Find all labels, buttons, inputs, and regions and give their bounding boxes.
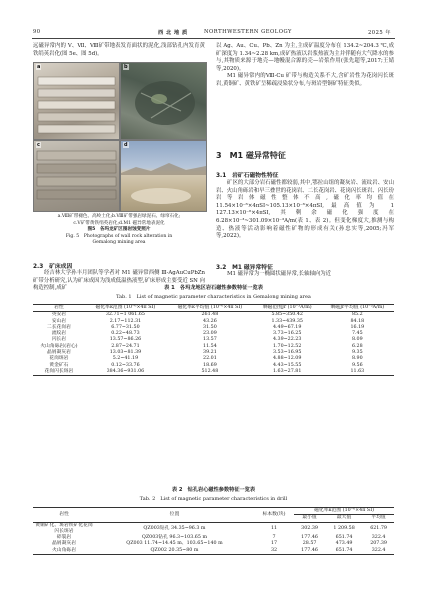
table-1-cell: 黄金矿石: [49, 362, 69, 368]
table-2-cell: QZ002 20.35~80 m: [150, 547, 199, 553]
section-3-2-heading: 3.2 M1 磁异常特征: [216, 265, 273, 271]
journal-title-cn: 西 北 地 质: [158, 30, 188, 36]
table-2-cell: QZ003 11.74~14.45 m、103.65~140 m: [126, 541, 223, 547]
figure-5-title-en-1: Fig. 5 Photographs of wall rock alteration in: [65, 233, 173, 239]
table-1-cell: 7.45: [351, 331, 363, 337]
photo-panel-b: [120, 62, 207, 140]
table-1-cell: 0.22~48.73: [111, 331, 140, 337]
table-2-header: 位置: [95, 508, 254, 523]
table-1-cell: 英安岩: [51, 312, 67, 318]
panel-label-b: b: [124, 64, 128, 70]
table-1-cell: 4.88~12.09: [272, 356, 302, 362]
table-1-cell: 二长花岗岩: [46, 324, 71, 330]
table-1-cell: 6.28: [351, 343, 363, 349]
chapter-3-heading: 3 M1 磁异常特征: [216, 151, 286, 160]
right-intro-text: 以 Ag、Au、Cu、Pb、Zn 为主,主成矿温度分布在 134.2~204.3 ℃,成矿深度为 1.34~2.28 km,成矿热液以岩浆热液为主并伴随有大气降水的参与,其物质来源于地壳—地幔混合源的壳—岩浆作用(张先超等,2017;王婧等,2020)。: [216, 43, 394, 72]
table-2-cell: QZ003钻孔 96.3~103.65 m: [141, 535, 207, 541]
table-1-cell: 花岗闪长斑岩: [44, 368, 74, 374]
table-1-cell: 3.73~16.25: [272, 331, 302, 337]
core-box-illustration: [34, 63, 119, 139]
table-2-cell: 7: [272, 535, 276, 541]
table-1-cell: 流纹岩: [51, 331, 67, 337]
table-1-cell: 4.43~15.55: [272, 362, 302, 368]
table-1-cell: 闪长岩: [51, 337, 67, 343]
table-2-cell: 621.79: [370, 525, 387, 531]
table-2-cell: 11: [271, 525, 278, 531]
table-1-cell: 3.53~16.95: [272, 350, 302, 356]
table-1-cell: 5.2~41.19: [112, 356, 139, 362]
table-1-cell: 晶屑凝灰岩: [46, 350, 71, 356]
table-1-cell: 1.70~12.52: [272, 343, 302, 349]
panel-label-a: a: [37, 64, 41, 70]
landscape-illustration: [121, 141, 206, 211]
table-2-cell: 651.74: [335, 547, 353, 553]
right-intro-paragraph: [216, 43, 394, 89]
table-1: [33, 304, 394, 376]
core-tray-illustration: [34, 141, 119, 211]
table-2-cell: 207.39: [370, 541, 387, 547]
photo-panel-d: [120, 140, 207, 212]
section-2-3-heading: 2.3 矿床成因: [33, 264, 73, 270]
table-2-cell: 黄铜矿化、斑岩铁矿化花岗闪长斑岩: [35, 522, 93, 534]
table-1-cell: 1.63~27.81: [272, 368, 302, 374]
table-1-cell: 6.77~31.50: [111, 324, 140, 330]
figure-5-legend-line-1: a.Ⅷ矿带褪色、高岭土化;b.Ⅷ矿带强岩绿泥石、绿帘石化;: [57, 214, 181, 219]
table-1-cell: 4.49~67.19: [272, 324, 302, 330]
table-1-cell: 22.01: [203, 356, 217, 362]
table-1-title-cn: 表 1 各玛龙地区岩石磁性参数特征一览表: [164, 285, 263, 291]
table-1-cell: 9.56: [351, 362, 363, 368]
table-1-cell: 84.18: [350, 318, 365, 324]
table-1-cell: 8.90: [351, 356, 363, 362]
section-3-2-text: M1 磁异常为一椭圆状磁异常,长轴轴向为近: [227, 271, 332, 277]
table-1-cell: 43.26: [203, 318, 217, 324]
table-2-subheader: 平均值: [371, 515, 386, 521]
table-1-cell: 2.17~112.31: [109, 318, 142, 324]
table-1-cell: 11.54: [203, 343, 217, 349]
table-2-cell: 17: [271, 541, 278, 547]
figure-5-title-en-2: Gemalong mining area: [92, 240, 146, 245]
rock-sample-illustration: [121, 63, 206, 139]
section-3-1-paragraph: [216, 180, 394, 241]
table-1-cell: 32.71~1 061.65: [105, 312, 145, 318]
photo-panel-a: [33, 62, 120, 140]
table-2-title-en: Tab. 2 List of magnetic parameter characteristics in drill: [139, 496, 288, 502]
table-1-cell: 11.63: [350, 368, 365, 374]
table-2: [33, 507, 394, 555]
table-1-title-en: Tab. 1 List of magnetic parameter characteristics in Gemalong mining area: [116, 294, 311, 300]
panel-label-c: c: [37, 142, 40, 148]
table-1-cell: 8.09: [351, 337, 363, 343]
photo-panel-c: [33, 140, 120, 212]
table-2-cell: 651.74: [335, 535, 353, 541]
table-1-header: 岩性: [54, 305, 64, 310]
table-2-body: [33, 522, 394, 554]
table-2-header: 磁化率κ范围 (10⁻⁶×4π SI): [294, 508, 394, 515]
table-2-row: [33, 522, 394, 535]
table-2-cell: 473.49: [335, 541, 353, 547]
table-2-title-cn: 表 2 钻孔岩心磁性参数特征一览表: [171, 487, 256, 493]
table-1-cell: 0.12~33.76: [111, 362, 140, 368]
table-2-cell: 1 209.58: [333, 525, 355, 531]
table-1-cell: 13.57~86.26: [109, 337, 142, 343]
table-1-cell: 5.85~350.42: [271, 312, 303, 318]
table-1-cell: 39.21: [203, 350, 217, 356]
table-2-cell: 302.39: [301, 525, 318, 531]
table-1-row: [33, 369, 394, 376]
table-2-cell: 晶屑凝灰岩: [52, 541, 76, 547]
table-1-cell: 261.48: [201, 312, 219, 318]
table-1-header: 剩磁范围Jr (10⁻³A/m): [262, 305, 312, 310]
table-2-cell: 碎裂岩: [56, 535, 72, 541]
figure-5-caption: [33, 214, 205, 247]
table-1-cell: 18.69: [203, 362, 217, 368]
section-3-1-text: 矿区的大部分岩石磁性都较弱,其中,鄂拉山组的凝灰岩、流纹岩、安山岩、火山角砾岩和早三叠世的花岗岩、二长花岗岩、花岗闪长斑岩、闪长玢岩等岩体磁性整体不高,磁化率均值在 11.54×10⁻⁶×4πSI~105.13×10⁻⁶×4πSI,最高值为 1 127.13×10⁻⁶×4πSI,其剩余磁化强度在 6.28×10⁻³~301.09×10⁻³A/m(表 1、表 2)。但变化梯度大,推测与构造、热液等活动影响着磁性矿物的形成有关(孙忠实等,2005;冯军等,2022)。: [216, 180, 394, 240]
table-1-cell: 13.57: [203, 337, 217, 343]
table-2-row: [33, 548, 394, 555]
table-1-cell: 13.03~81.39: [109, 350, 142, 356]
table-1-header: 剩磁Jr平均值 (10⁻³A/m): [330, 305, 385, 310]
table-1-cell: 4.39~22.23: [272, 337, 302, 343]
table-2-cell: 322.4: [371, 547, 386, 553]
table-2-cell: 32: [271, 547, 278, 553]
table-1-header: 磁化率κ范围 (10⁻⁶×4π SI): [95, 305, 156, 310]
table-1-cell: 85.2: [351, 312, 363, 318]
table-1-row: [33, 312, 394, 319]
table-2-subheader: 最小值: [302, 515, 317, 521]
figure-5-legend-line-2: c.Ⅴ矿带黄铁绢英岩化;d.M1 磁异常地表泥化: [73, 220, 165, 226]
page-number: 90: [33, 29, 41, 35]
table-1-cell: 9.35: [351, 350, 363, 356]
table-1-cell: 16.19: [350, 324, 365, 330]
table-1-cell: 512.48: [201, 368, 219, 374]
table-1-cell: 安山岩: [51, 318, 67, 324]
panel-label-d: d: [124, 142, 128, 148]
header-rule: [32, 38, 395, 39]
table-2-cell: QZ003钻孔 34.35~96.3 m: [143, 525, 206, 531]
table-1-header: 磁化率κ平均值 (10⁻⁶×4π SI): [177, 305, 243, 310]
table-1-header-row: [33, 305, 394, 312]
table-1-cell: 火山角砾岩(岩心): [40, 343, 78, 349]
table-2-header: 标本数(块): [254, 508, 294, 523]
table-1-cell: 384.36~931.06: [106, 368, 145, 374]
table-1-body: [33, 312, 394, 376]
table-1-cell: 2.87~24.71: [111, 343, 140, 349]
left-intro-text: 远磁异常内的 V、Ⅶ、Ⅷ矿带地表发育面状的泥化,浅部钻孔内发育黄铁绢英岩化(图 5e、图 5d)。: [33, 43, 205, 57]
table-2-cell: 177.46: [301, 547, 318, 553]
table-1-cell: 花岗斑岩: [49, 356, 69, 362]
right-second-text: M1 磁异常内的Ⅷ-Cu 矿带与构造关系不大,含矿岩性为花岗闪长斑岩,黄铜矿、黄铁矿呈稀疏浸染状分布,与斑岩型铜矿特征类似。: [216, 73, 394, 87]
table-2-header: 岩性: [33, 508, 95, 523]
table-2-subheader: 最大值: [336, 515, 352, 521]
section-3-2-paragraph: [216, 271, 394, 279]
table-2-cell: 28.57: [302, 541, 317, 547]
section-3-1-heading: 3.1 岩矿石磁物性特征: [216, 173, 279, 179]
figure-5-title-cn: 图5 各玛龙矿区围岩蚀变照片: [87, 227, 151, 232]
table-2-cell: 322.4: [371, 535, 386, 541]
table-2-cell: 177.46: [301, 535, 318, 541]
table-1-cell: 31.50: [203, 324, 217, 330]
left-intro-paragraph: [33, 43, 205, 58]
table-1-cell: 23.09: [203, 331, 217, 337]
section-2-3-text: 经吉林大学孙丰月团队等学者对 M1 磁异常西侧 Ⅲ-AgAuCuPbZn 矿带分析研究,认为矿床成因为浅成低温热液型,矿床形成主要受近 SN 向构造控制,成矿: [33, 270, 205, 292]
table-1-cell: 1.33~439.35: [271, 318, 303, 324]
journal-year: 2025 年: [368, 30, 392, 36]
table-2-cell: 火山角砾岩: [52, 547, 76, 553]
journal-title-en: NORTHWESTERN GEOLOGY: [204, 29, 292, 35]
table-2-header-row: [33, 508, 394, 515]
